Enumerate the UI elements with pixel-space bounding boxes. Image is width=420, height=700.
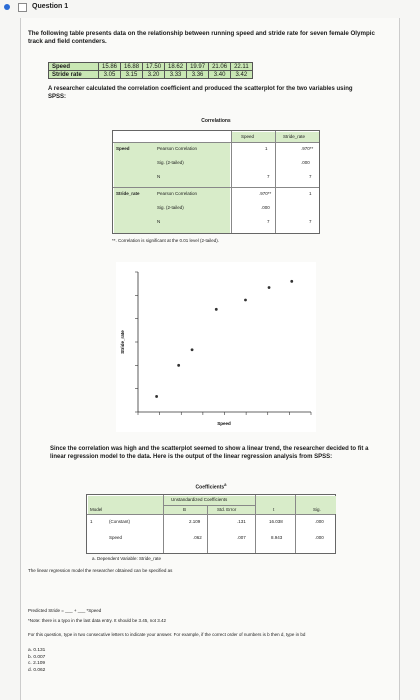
table-cell: 18.62 (165, 63, 187, 71)
coefficients-title-suffix: a (224, 482, 227, 487)
y-axis-label: Stride_rate (120, 330, 125, 354)
scatter-point (290, 280, 293, 283)
coefficients-box (86, 494, 336, 554)
coef-value: .007 (237, 535, 246, 540)
corr-value: 1 (265, 146, 268, 151)
table-cell: 3.33 (165, 71, 187, 79)
model-sentence: The linear regression model the researcher obtained can be specified as (28, 568, 173, 573)
divider (87, 514, 335, 515)
row-label: Stride rate (49, 71, 99, 79)
corr-value: 7 (309, 219, 312, 224)
row-label: (Constant) (109, 519, 131, 524)
corr-value: 7 (309, 174, 312, 179)
row-label-stride: Stride_rate (116, 191, 140, 196)
scatter-point (244, 299, 247, 302)
question-checkbox[interactable] (18, 3, 27, 12)
table-cell: 3.15 (121, 71, 143, 79)
table-row (49, 63, 253, 71)
table-cell: 21.06 (209, 63, 231, 71)
corr-value: .000 (301, 160, 310, 165)
correlations-note: **. Correlation is significant at the 0.01 level (2-tailed). (112, 238, 220, 243)
table-cell: 22.11 (231, 63, 253, 71)
flag-icon[interactable] (4, 4, 10, 10)
t-header: t (273, 507, 275, 512)
option-b: b. 0.007 (28, 654, 46, 660)
label-shade (114, 143, 230, 233)
sig-header: Sig. (313, 507, 321, 512)
divider (113, 187, 319, 188)
instruction: For this question, type in two consecutive letters to indicate your answer. For example, if the correct order of numbers is b then d, type in bd (28, 632, 306, 637)
coefficients-footnote: a. Dependent Variable: Stride_rate (92, 556, 161, 561)
coef-value: .000 (315, 519, 324, 524)
stat-label: Pearson Correlation (157, 146, 198, 151)
se-header: Std. Error (217, 507, 237, 512)
table-cell: 3.36 (187, 71, 209, 79)
table-cell: 3.40 (209, 71, 231, 79)
corr-value: 7 (267, 174, 270, 179)
group-header: Unstandardized Coefficients (171, 497, 228, 502)
corr-value: 7 (267, 219, 270, 224)
x-axis-label: Speed (217, 421, 231, 426)
scatter-point (155, 395, 158, 398)
option-d: d. 0.062 (28, 667, 46, 673)
coef-value: 16.038 (269, 519, 283, 524)
coefficients-title-text: Coefficients (195, 484, 225, 491)
corr-value: .970** (301, 146, 314, 151)
divider (275, 131, 276, 233)
corr-value: 1 (309, 191, 312, 196)
table-cell: 16.88 (121, 63, 143, 71)
question-title: Question 1 (32, 3, 69, 10)
stat-label: Sig. (2-tailed) (157, 205, 184, 210)
answer-options (28, 648, 45, 674)
divider (163, 505, 255, 506)
divider (255, 495, 256, 553)
model-number: 1 (90, 519, 93, 524)
table-cell: 3.20 (143, 71, 165, 79)
scatter-point (177, 364, 180, 367)
table-row (49, 71, 253, 79)
row-label: Speed (49, 63, 99, 71)
stat-label: Sig. (2-tailed) (157, 160, 184, 165)
col-header-stride: Stride_rate (283, 134, 306, 139)
typo-note: *Note: there is a typo in the last data entry. It should be 3.45, not 3.42 (28, 618, 167, 623)
coefficients-title (86, 482, 336, 491)
divider (163, 495, 164, 553)
scatterplot (116, 262, 316, 432)
plot-background (116, 262, 316, 432)
option-a: a. 0.131 (28, 648, 46, 653)
coef-value: 2.109 (189, 519, 201, 524)
stat-label: N (157, 174, 161, 179)
corr-value: .000 (261, 205, 270, 210)
divider (231, 131, 232, 233)
scatter-point (191, 348, 194, 351)
table-cell: 15.86 (99, 63, 121, 71)
table-cell: 3.42 (231, 71, 253, 79)
coef-value: .131 (237, 519, 246, 524)
divider (113, 142, 319, 143)
coefficients-table (86, 482, 336, 560)
divider (295, 495, 296, 553)
row-label-speed: Speed (116, 146, 130, 151)
top-bar (0, 0, 420, 20)
stat-label: N (157, 219, 161, 224)
predicted-equation: Predicted Stride = ___ + ___ *Speed (28, 608, 102, 613)
regression-intro: Since the correlation was high and the scatterplot seemed to show a linear trend, the researcher decided to fit a linear regression model to the data. Here is the output of the linear regression analysis from SPSS: (50, 446, 369, 460)
scatter-point (268, 286, 271, 289)
divider (207, 505, 208, 553)
coef-value: .000 (315, 535, 324, 540)
coef-value: .062 (193, 535, 202, 540)
table-cell: 17.50 (143, 63, 165, 71)
data-table (48, 62, 253, 79)
col-header-speed: Speed (241, 134, 255, 139)
table-cell: 3.05 (99, 71, 121, 79)
option-c: c. 2.109 (28, 661, 46, 666)
stat-label: Pearson Correlation (157, 191, 198, 196)
b-header: B (183, 507, 187, 512)
model-header: Model (90, 507, 103, 512)
correlations-table (112, 118, 320, 244)
table-cell: 19.97 (187, 63, 209, 71)
correlations-box (112, 130, 320, 234)
corr-value: .970** (259, 191, 272, 196)
intro-text: The following table presents data on the relationship between running speed and stride rate for seven female Olympic track and field contenders. (28, 30, 375, 45)
row-label: Speed (109, 535, 123, 540)
correlations-title: Correlations (201, 118, 231, 124)
scatter-point (215, 308, 218, 311)
intro-text-2: A researcher calculated the correlation coefficient and produced the scatterplot for the two variables using SPSS: (48, 86, 353, 100)
coef-value: 8.943 (271, 535, 283, 540)
